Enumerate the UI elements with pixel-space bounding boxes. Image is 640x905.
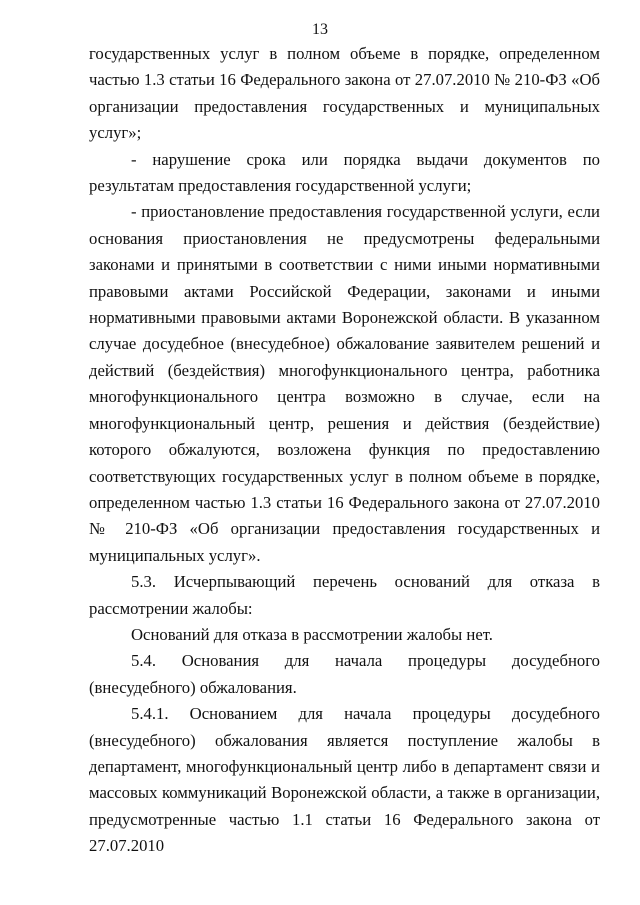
- paragraph-5-4-1: 5.4.1. Основанием для начала процедуры досудебного (внесудебного) обжалования является поступление жалобы в департамент, многофункциональный центр либо в департамент связи и массовых коммуникаций Воронежской области, а также в организации, предусмотренные частью 1.1 статьи 16 Федерального закона от 27.07.2010: [89, 704, 600, 856]
- paragraph-continuation: государственных услуг в полном объеме в порядке, определенном частью 1.3 статьи 16 Федерального закона от 27.07.2010 № 210-ФЗ «Об организации предоставления государственных и муниципальных услуг»;: [89, 44, 600, 143]
- paragraph-suspension: - приостановление предоставления государственной услуги, если основания приостановления не предусмотрены федеральными законами и принятыми в соответствии с ними иными нормативными правовыми актами Российской Федерации, законами и иными нормативными правовыми актами Воронежской области. В указанном случае досудебное (внесудебное) обжалование заявителем решений и действий (бездействия) многофункционального центра, работника многофункционального центра возможно в случае, если на многофункциональный центр, решения и действия (бездействие) которого обжалуются, возложена функция по предоставлению соответствующих государственных услуг в полном объеме в порядке, определенном частью 1.3 статьи 16 Федерального закона от 27.07.2010 № 210-ФЗ «Об организации предоставления государственных и муниципальных услуг».: [89, 202, 600, 565]
- page-number: 13: [312, 21, 328, 38]
- paragraph-5-3-heading: 5.3. Исчерпывающий перечень оснований для отказа в рассмотрении жалобы:: [89, 572, 600, 618]
- paragraph-no-grounds: Оснований для отказа в рассмотрении жалобы нет.: [131, 624, 493, 644]
- document-body: [89, 41, 600, 860]
- paragraph-5-4-heading: 5.4. Основания для начала процедуры досудебного (внесудебного) обжалования.: [89, 651, 600, 697]
- paragraph-violation-deadline: - нарушение срока или порядка выдачи документов по результатам предоставления государственной услуги;: [89, 149, 600, 196]
